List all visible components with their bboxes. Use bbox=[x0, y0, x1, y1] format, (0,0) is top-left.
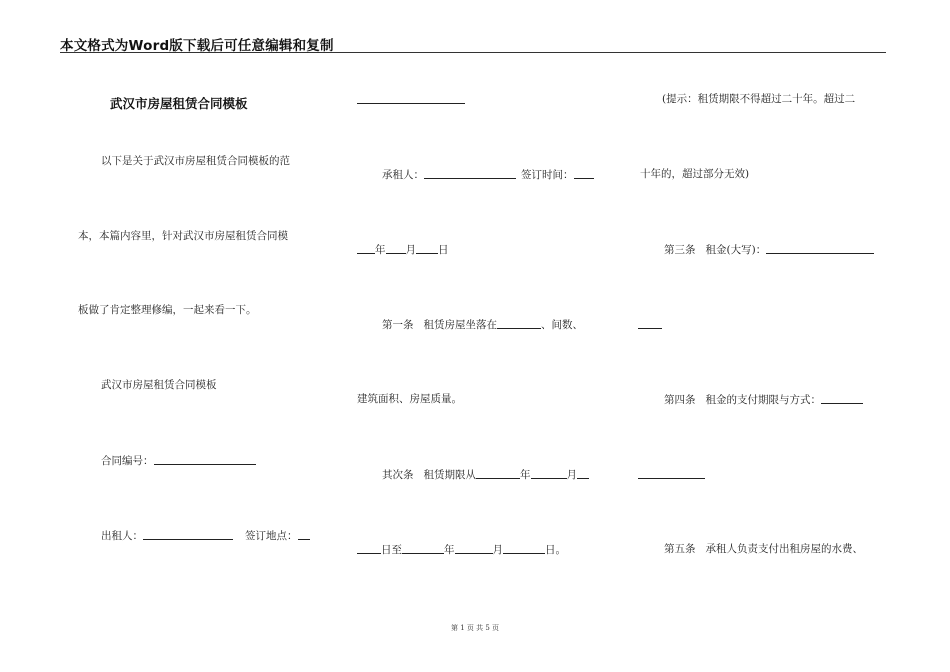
term-end-month-label: 月 bbox=[492, 544, 503, 556]
term-end-day-label: 日。 bbox=[545, 544, 566, 556]
col2-top-blank[interactable] bbox=[357, 103, 465, 104]
article-2-continued bbox=[357, 543, 566, 556]
sign-place-blank[interactable] bbox=[298, 529, 310, 540]
term-end-year-blank[interactable] bbox=[402, 543, 444, 554]
term-start-month-blank[interactable] bbox=[531, 468, 567, 479]
page-footer: 第 1 页 共 5 页 bbox=[450, 624, 500, 632]
term-start-year-label: 年 bbox=[520, 469, 531, 481]
intro-line-3: 板做了肯定整理修编，一起来看一下。 bbox=[78, 304, 257, 316]
rent-amount-blank[interactable] bbox=[766, 243, 874, 254]
article-1-rooms: 、间数、 bbox=[541, 319, 583, 331]
contract-number-blank[interactable] bbox=[154, 454, 256, 465]
term-end-day-blank[interactable] bbox=[503, 543, 545, 554]
sign-time-label: 签订时间： bbox=[521, 169, 574, 181]
article-1-label: 第一条 bbox=[382, 319, 414, 331]
lessor-label: 出租人： bbox=[101, 530, 143, 542]
sign-place-label: 签订地点： bbox=[245, 530, 298, 542]
lessor-blank[interactable] bbox=[143, 529, 233, 540]
term-start-day-blank-2[interactable] bbox=[357, 543, 381, 554]
intro-line-2: 本，本篇内容里，针对武汉市房屋租赁合同模 bbox=[78, 230, 288, 242]
payment-method-blank[interactable] bbox=[821, 393, 863, 404]
article-4-text: 租金的支付期限与方式： bbox=[705, 394, 821, 406]
contract-number-label: 合同编号： bbox=[101, 455, 154, 467]
hint-line-2: 十年的，超过部分无效) bbox=[640, 168, 750, 180]
sign-time-blank[interactable] bbox=[574, 168, 594, 179]
contract-number-row bbox=[101, 454, 256, 467]
header-text: 本文格式为Word版下载后可任意编辑和复制 bbox=[60, 38, 334, 54]
article-1-continued: 建筑面积、房屋质量。 bbox=[357, 393, 462, 405]
hint-line-1: (提示：租赁期限不得超过二十年。超过二 bbox=[662, 93, 856, 105]
location-blank[interactable] bbox=[497, 318, 541, 329]
sign-year-blank[interactable] bbox=[357, 243, 375, 254]
intro-line-1: 以下是关于武汉市房屋租赁合同模板的范 bbox=[101, 155, 290, 167]
article-2-row bbox=[382, 468, 589, 481]
rooms-blank[interactable] bbox=[638, 328, 662, 329]
lessor-row bbox=[101, 529, 310, 542]
term-start-month-label: 月 bbox=[566, 469, 577, 481]
article-5-row bbox=[664, 543, 863, 555]
sign-day-blank[interactable] bbox=[416, 243, 438, 254]
article-5-label: 第五条 bbox=[664, 543, 696, 555]
term-start-day-blank[interactable] bbox=[577, 468, 589, 479]
article-4-row bbox=[664, 393, 863, 406]
lessee-row bbox=[382, 168, 594, 181]
term-day-to-label: 日至 bbox=[381, 544, 402, 556]
col3-term-blank[interactable] bbox=[638, 478, 705, 479]
article-2-label: 其次条 bbox=[382, 469, 414, 481]
article-1-row bbox=[382, 318, 583, 331]
sign-date-row bbox=[357, 243, 449, 256]
article-3-row bbox=[664, 243, 874, 256]
article-5-text: 承租人负责支付出租房屋的水费、 bbox=[705, 543, 863, 555]
sign-day-label: 日 bbox=[438, 244, 449, 256]
page-header bbox=[60, 34, 886, 53]
article-3-label: 第三条 bbox=[664, 244, 696, 256]
term-end-month-blank[interactable] bbox=[455, 543, 493, 554]
sign-month-label: 月 bbox=[405, 244, 416, 256]
document-title: 武汉市房屋租赁合同模板 bbox=[110, 96, 248, 111]
lessee-label: 承租人： bbox=[382, 169, 424, 181]
contract-subtitle: 武汉市房屋租赁合同模板 bbox=[101, 379, 217, 391]
article-3-text: 租金(大写)： bbox=[705, 244, 767, 256]
term-end-year-label: 年 bbox=[444, 544, 455, 556]
sign-month-blank[interactable] bbox=[386, 243, 406, 254]
article-2-text: 租赁期限从 bbox=[423, 469, 476, 481]
article-1-text: 租赁房屋坐落在 bbox=[423, 319, 497, 331]
article-4-label: 第四条 bbox=[664, 394, 696, 406]
sign-year-label: 年 bbox=[375, 244, 386, 256]
term-start-year-blank[interactable] bbox=[476, 468, 520, 479]
lessee-blank[interactable] bbox=[424, 168, 516, 179]
